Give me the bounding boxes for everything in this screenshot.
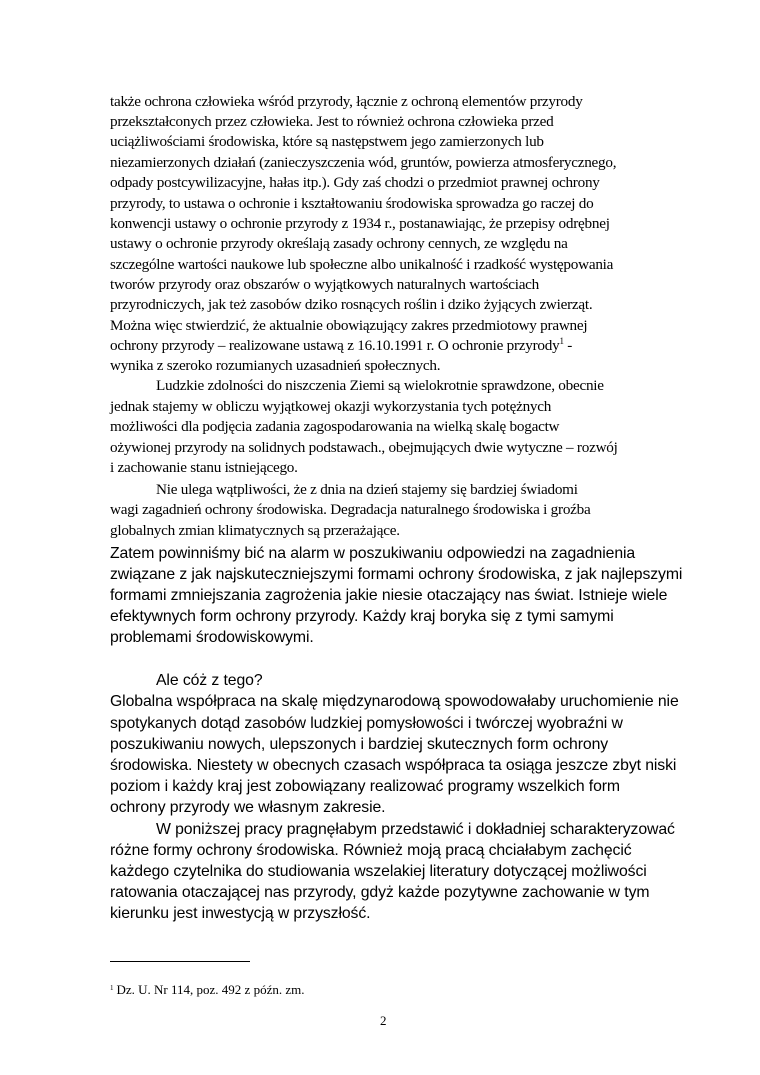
body-line: wagi zagadnień ochrony środowiska. Degradacja naturalnego środowiska i groźba — [110, 501, 591, 518]
page-number: 2 — [380, 1013, 387, 1028]
body-line: wynika z szeroko rozumianych uzasadnień społecznych. — [110, 357, 441, 374]
body-line: odpady postcywilizacyjne, hałas itp.). Gdy zaś chodzi o przedmiot prawnej ochrony — [110, 174, 600, 191]
paragraph-first-line: Ludzkie zdolności do niszczenia Ziemi są wielokrotnie sprawdzone, obecnie — [156, 377, 604, 394]
body-line: ochrony przyrody we własnym zakresie. — [110, 799, 386, 816]
body-line-with-footnote-ref — [110, 338, 572, 353]
paragraph-first-line: Globalna współpraca na skalę międzynarodową spowodowałaby uruchomienie nie — [110, 693, 679, 710]
body-line: poszukiwaniu nowych, ulepszonych i bardziej skutecznych form ochrony — [110, 736, 609, 753]
body-line: niezamierzonych działań (zanieczyszczenia wód, gruntów, powierza atmosferycznego, — [110, 154, 617, 171]
body-line: formami zmniejszania zagrożenia jakie niesie otaczający nas świat. Istnieje wiele — [110, 587, 668, 604]
body-line-text: ochrony przyrody – realizowane ustawą z 16.10.1991 r. O ochronie przyrody — [110, 337, 560, 354]
body-line: problemami środowiskowymi. — [110, 629, 314, 646]
body-line: związane z jak najskuteczniejszymi formami ochrony środowiska, z jak najlepszymi — [110, 566, 683, 583]
body-line: spotykanych dotąd zasobów ludzkiej pomysłowości i twórczej wyobraźni w — [110, 715, 623, 732]
body-line: każdego czytelnika do studiowania wszelakiej literatury dotyczącej możliwości — [110, 863, 647, 880]
body-line: ożywionej przyrody na solidnych podstawach., obejmujących dwie wytyczne – rozwój — [110, 439, 618, 456]
body-line: jednak stajemy w obliczu wyjątkowej okazji wykorzystania tych potężnych — [110, 398, 552, 415]
footnote-separator — [110, 961, 250, 962]
body-line: różne formy ochrony środowiska. Również moją pracą chciałabym zachęcić — [110, 842, 632, 859]
body-line: ratowania otaczającej nas przyrody, gdyż każde pozytywne zachowanie w tym — [110, 884, 650, 901]
paragraph-first-line: W poniższej pracy pragnęłabym przedstawić i dokładniej scharakteryzować — [156, 821, 675, 838]
body-line: i zachowanie stanu istniejącego. — [110, 459, 298, 476]
body-line: ustawy o ochronie przyrody określają zasady ochrony cennych, ze względu na — [110, 235, 568, 252]
body-line: efektywnych form ochrony przyrody. Każdy kraj boryka się z tymi samymi — [110, 608, 614, 625]
paragraph-first-line: Nie ulega wątpliwości, że z dnia na dzień stajemy się bardziej świadomi — [156, 481, 578, 498]
body-line: także ochrona człowieka wśród przyrody, łącznie z ochroną elementów przyrody — [110, 93, 583, 110]
body-line: możliwości dla podjęcia zadania zagospodarowania na wielką skalę bogactw — [110, 418, 560, 435]
footnote-marker: 1 — [110, 984, 114, 992]
footnote-text: Dz. U. Nr 114, poz. 492 z późn. zm. — [116, 982, 305, 997]
body-line: globalnych zmian klimatycznych są przerażające. — [110, 522, 400, 539]
body-line: przyrodniczych, jak też zasobów dziko rosnących roślin i dziko żyjących zwierząt. — [110, 296, 593, 313]
body-line: poziom i każdy kraj jest zobowiązany realizować programy wszelkich form — [110, 778, 620, 795]
body-line: środowiska. Niestety w obecnych czasach współpraca ta osiąga jeszcze zbyt niski — [110, 757, 677, 774]
body-line: konwencji ustawy o ochronie przyrody z 1934 r., postanawiając, że przepisy odrębnej — [110, 215, 610, 232]
footnote — [110, 983, 304, 996]
body-line: tworów przyrody oraz obszarów o wyjątkowych naturalnych wartościach — [110, 276, 540, 293]
body-line: uciążliwościami środowiska, które są następstwem jego zamierzonych lub — [110, 133, 544, 150]
footnote-reference[interactable]: 1 — [559, 336, 564, 346]
body-line: przyrody, to ustawa o ochronie i kształtowaniu środowiska sprowadza go raczej do — [110, 195, 594, 212]
body-line: kierunku jest inwestycją w przyszłość. — [110, 905, 371, 922]
body-line: szczególne wartości naukowe lub społeczne albo unikalność i rzadkość występowania — [110, 256, 614, 273]
body-line-dash: - — [563, 337, 573, 354]
paragraph-first-line: Zatem powinniśmy bić na alarm w poszukiwaniu odpowiedzi na zagadnienia — [110, 545, 636, 562]
body-line: Można więc stwierdzić, że aktualnie obowiązujący zakres przedmiotowy prawnej — [110, 317, 588, 334]
paragraph-first-line: Ale cóż z tego? — [156, 672, 263, 689]
body-line: przekształconych przez człowieka. Jest to również ochrona człowieka przed — [110, 113, 554, 130]
